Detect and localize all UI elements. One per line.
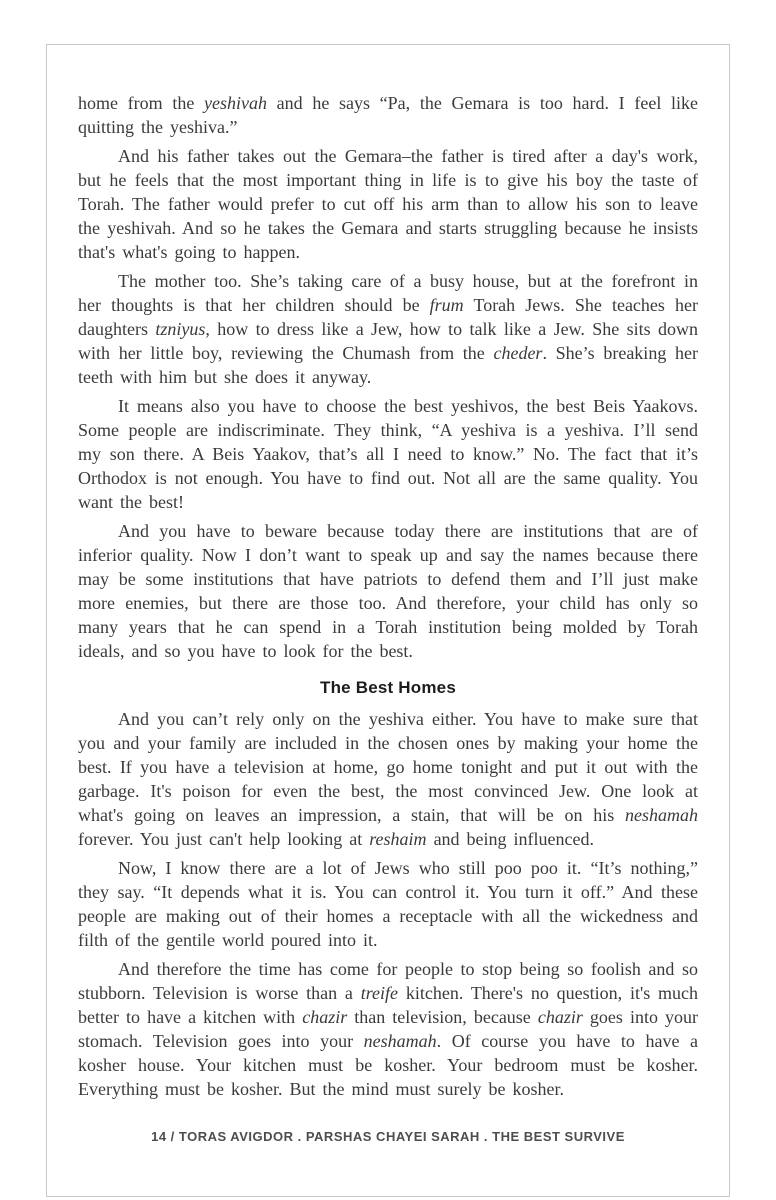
paragraph — [78, 519, 698, 663]
italic-term: frum — [429, 295, 464, 315]
text-run: kitchen. There's no question, it's much better to have a kitchen with — [78, 983, 698, 1027]
text-run: . Of course you have to have a kosher house. Your kitchen must be kosher. Your bedroom must be kosher. Everything must be kosher. But the mind must surely be kosher. — [78, 1031, 698, 1099]
text-run: goes into your stomach. Television goes into your — [78, 1007, 698, 1051]
italic-term: yeshivah — [204, 93, 267, 113]
document-page — [46, 44, 730, 1197]
text-run: The mother too. She’s taking care of a busy house, but at the forefront in her thoughts is that her children should be — [78, 271, 698, 315]
section-heading: The Best Homes — [319, 678, 456, 697]
text-run: . She’s breaking her teeth with him but she does it anyway. — [78, 343, 698, 387]
italic-term: cheder — [493, 343, 543, 363]
paragraph — [78, 957, 698, 1101]
text-run: Now, I know there are a lot of Jews who still poo poo it. “It’s nothing,” they say. “It depends what it is. You can control it. You turn it off.” And these people are making out of their homes a receptacle with all the wickedness and filth of the gentile world poured into it. — [78, 858, 698, 950]
text-run: And therefore the time has come for people to stop being so foolish and so stubborn. Television is worse than a — [78, 959, 698, 1003]
text-run: And you have to beware because today there are institutions that are of inferior quality. Now I don’t want to speak up and say the names because there may be some institutions that have patriots to defend them and I’ll just make more enemies, but there are those too. And therefore, your child has only so many years that he can spend in a Torah institution being molded by Torah ideals, and so you have to look for the best. — [78, 521, 698, 661]
paragraph — [78, 394, 698, 514]
paragraph — [78, 856, 698, 952]
italic-term: neshamah — [363, 1031, 437, 1051]
italic-term: treife — [360, 983, 399, 1003]
text-run: Torah Jews. She teaches her daughters — [78, 295, 698, 339]
text-run: and he says “Pa, the Gemara is too hard. I feel like quitting the yeshiva.” — [78, 93, 698, 137]
paragraph — [78, 144, 698, 264]
italic-term: chazir — [537, 1007, 583, 1027]
page-footer: 14 / TORAS AVIGDOR . PARSHAS CHAYEI SARAH . THE BEST SURVIVE — [151, 1129, 625, 1144]
text-run: and being influenced. — [426, 829, 595, 849]
italic-term: chazir — [302, 1007, 348, 1027]
italic-term: neshamah — [625, 805, 698, 825]
text-run: And you can’t rely only on the yeshiva either. You have to make sure that you and your family are included in the chosen ones by making your home the best. If you have a television at home, go home tonight and put it out with the garbage. It's poison for even the best, the most convinced Jew. One look at what's going on leaves an impression, a stain, that will be on his — [78, 709, 698, 825]
paragraph — [78, 707, 698, 851]
text-run: than television, because — [347, 1007, 538, 1027]
text-run: forever. You just can't help looking at — [78, 829, 370, 849]
italic-term: reshaim — [369, 829, 427, 849]
text-run: And his father takes out the Gemara–the father is tired after a day's work, but he feels that the most important thing in life is to give his boy the taste of Torah. The father would prefer to cut off his arm than to allow his son to leave the yeshivah. And so he takes the Gemara and starts struggling because he insists that's what's going to happen. — [78, 146, 698, 262]
italic-term: tzniyus — [155, 319, 206, 339]
paragraph — [78, 91, 698, 139]
text-run: , how to dress like a Jew, how to talk like a Jew. She sits down with her little boy, reviewing the Chumash from the — [78, 319, 699, 363]
page-content — [47, 45, 729, 1101]
text-run: home from the — [78, 93, 205, 113]
paragraph — [78, 269, 698, 389]
text-run: It means also you have to choose the best yeshivos, the best Beis Yaakovs. Some people are indiscriminate. They think, “A yeshiva is a yeshiva. I’ll send my son there. A Beis Yaakov, that’s all I need to know.” No. The fact that it’s Orthodox is not enough. You have to find out. Not all are the same quality. You want the best! — [78, 396, 698, 512]
